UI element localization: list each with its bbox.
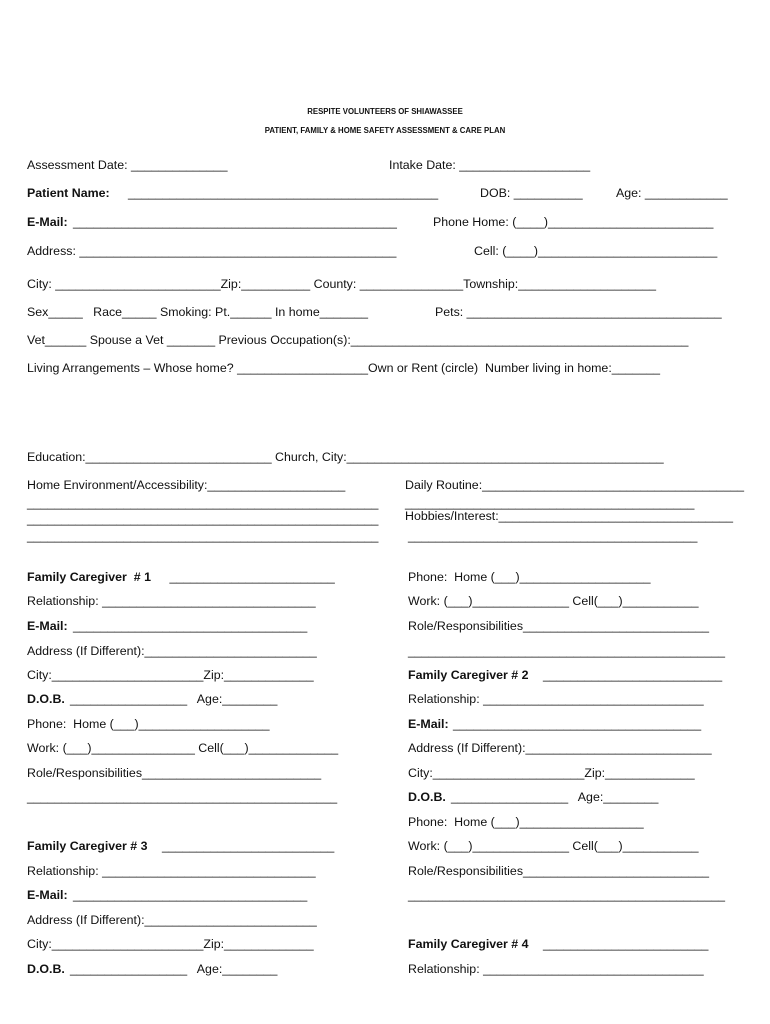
caregiver2-name-field[interactable]: __________________________ bbox=[543, 668, 723, 682]
patient-email-label: E-Mail: bbox=[27, 215, 68, 229]
daily-routine-field[interactable]: Daily Routine:______________________________________ bbox=[405, 478, 744, 492]
caregiver3-dob-label: D.O.B. bbox=[27, 962, 65, 976]
hobbies-field[interactable]: Hobbies/Interest:__________________________________ bbox=[405, 509, 733, 523]
caregiver1-email-label: E-Mail: bbox=[27, 619, 68, 633]
caregiver2-role-line-2[interactable]: ______________________________________________ bbox=[408, 888, 725, 902]
education-church-field[interactable]: Education:___________________________ Church, City:______________________________________________ bbox=[27, 450, 664, 464]
form-title: RESPITE VOLUNTEERS OF SHIAWASSEE bbox=[307, 107, 463, 116]
caregiver1-relationship-field[interactable]: Relationship: _______________________________ bbox=[27, 594, 316, 608]
caregiver3-email-field[interactable]: __________________________________ bbox=[73, 888, 308, 902]
caregiver1-role-line-2[interactable]: _____________________________________________ bbox=[27, 790, 338, 804]
form-subtitle: PATIENT, FAMILY & HOME SAFETY ASSESSMENT & CARE PLAN bbox=[264, 126, 506, 135]
caregiver1-work-cell-field[interactable]: Work: (___)_______________ Cell(___)_____________ bbox=[27, 741, 339, 755]
dob-field[interactable]: DOB: __________ bbox=[480, 186, 583, 200]
caregiver1-dob-age-field[interactable]: _________________ Age:________ bbox=[70, 692, 278, 706]
daily-routine-line-2[interactable]: __________________________________________ bbox=[405, 496, 695, 510]
age-field[interactable]: Age: ____________ bbox=[616, 186, 728, 200]
caregiver3-relationship-field[interactable]: Relationship: _______________________________ bbox=[27, 864, 316, 878]
caregiver2-dob-age-field[interactable]: _________________ Age:________ bbox=[451, 790, 659, 804]
patient-email-field[interactable]: _______________________________________________ bbox=[73, 215, 397, 229]
city-zip-county-township-field[interactable]: City: ________________________Zip:__________ County: _______________Township:____________________ bbox=[27, 277, 657, 291]
caregiver2-title: Family Caregiver # 2 bbox=[408, 668, 529, 682]
assessment-date-field[interactable]: Assessment Date: ______________ bbox=[27, 158, 228, 172]
caregiver3-name-field[interactable]: _________________________ bbox=[162, 839, 335, 853]
caregiver2-city-zip-field[interactable]: City:______________________Zip:_____________ bbox=[408, 766, 695, 780]
sex-race-smoking-field[interactable]: Sex_____ Race_____ Smoking: Pt.______ In home_______ bbox=[27, 305, 368, 319]
cell-field[interactable]: Cell: (____)__________________________ bbox=[474, 244, 718, 258]
caregiver4-relationship-field[interactable]: Relationship: ________________________________ bbox=[408, 962, 704, 976]
caregiver1-right-phone-field[interactable]: Phone: Home (___)___________________ bbox=[408, 570, 651, 584]
caregiver1-address-field[interactable]: Address (If Different):_________________________ bbox=[27, 644, 317, 658]
caregiver3-address-field[interactable]: Address (If Different):_________________________ bbox=[27, 913, 317, 927]
caregiver3-city-zip-field[interactable]: City:______________________Zip:_____________ bbox=[27, 937, 314, 951]
hobbies-line-2[interactable]: __________________________________________ bbox=[408, 529, 698, 543]
caregiver3-email-label: E-Mail: bbox=[27, 888, 68, 902]
caregiver2-phone-field[interactable]: Phone: Home (___)__________________ bbox=[408, 815, 644, 829]
home-environment-line-2[interactable]: ___________________________________________________ bbox=[27, 496, 379, 510]
caregiver4-name-field[interactable]: ________________________ bbox=[543, 937, 709, 951]
caregiver2-work-cell-field[interactable]: Work: (___)______________ Cell(___)___________ bbox=[408, 839, 699, 853]
caregiver1-phone-field[interactable]: Phone: Home (___)___________________ bbox=[27, 717, 270, 731]
home-environment-line-4[interactable]: ___________________________________________________ bbox=[27, 529, 379, 543]
caregiver1-dob-label: D.O.B. bbox=[27, 692, 65, 706]
caregiver1-city-zip-field[interactable]: City:______________________Zip:_____________ bbox=[27, 668, 314, 682]
home-environment-field[interactable]: Home Environment/Accessibility:____________________ bbox=[27, 478, 346, 492]
caregiver1-title: Family Caregiver # 1 bbox=[27, 570, 151, 584]
caregiver3-title: Family Caregiver # 3 bbox=[27, 839, 148, 853]
caregiver1-email-field[interactable]: __________________________________ bbox=[73, 619, 308, 633]
caregiver1-right-work-cell-field[interactable]: Work: (___)______________ Cell(___)___________ bbox=[408, 594, 699, 608]
intake-date-field[interactable]: Intake Date: ___________________ bbox=[389, 158, 591, 172]
living-arrangements-field[interactable]: Living Arrangements – Whose home? ___________________Own or Rent (circle) Number living in home:_______ bbox=[27, 361, 660, 375]
caregiver1-name-field[interactable]: ________________________ bbox=[166, 570, 335, 584]
home-environment-line-3[interactable]: ___________________________________________________ bbox=[27, 512, 379, 526]
caregiver2-email-label: E-Mail: bbox=[408, 717, 449, 731]
caregiver4-title: Family Caregiver # 4 bbox=[408, 937, 529, 951]
patient-name-field[interactable]: _____________________________________________ bbox=[128, 186, 439, 200]
caregiver2-dob-label: D.O.B. bbox=[408, 790, 446, 804]
pets-field[interactable]: Pets: _____________________________________ bbox=[435, 305, 722, 319]
caregiver1-role-field[interactable]: Role/Responsibilities__________________________ bbox=[27, 766, 322, 780]
patient-name-label: Patient Name: bbox=[27, 186, 110, 200]
address-field[interactable]: Address: ______________________________________________ bbox=[27, 244, 397, 258]
caregiver3-dob-age-field[interactable]: _________________ Age:________ bbox=[70, 962, 278, 976]
caregiver1-right-role-field[interactable]: Role/Responsibilities___________________________ bbox=[408, 619, 710, 633]
caregiver2-role-field[interactable]: Role/Responsibilities___________________________ bbox=[408, 864, 710, 878]
caregiver2-email-field[interactable]: ____________________________________ bbox=[453, 717, 702, 731]
caregiver2-relationship-field[interactable]: Relationship: ________________________________ bbox=[408, 692, 704, 706]
phone-home-field[interactable]: Phone Home: (____)________________________ bbox=[433, 215, 714, 229]
vet-spouse-occupation-field[interactable]: Vet______ Spouse a Vet _______ Previous Occupation(s):_________________________________________________ bbox=[27, 333, 689, 347]
caregiver1-right-role-line-2[interactable]: ______________________________________________ bbox=[408, 644, 725, 658]
caregiver2-address-field[interactable]: Address (If Different):___________________________ bbox=[408, 741, 712, 755]
